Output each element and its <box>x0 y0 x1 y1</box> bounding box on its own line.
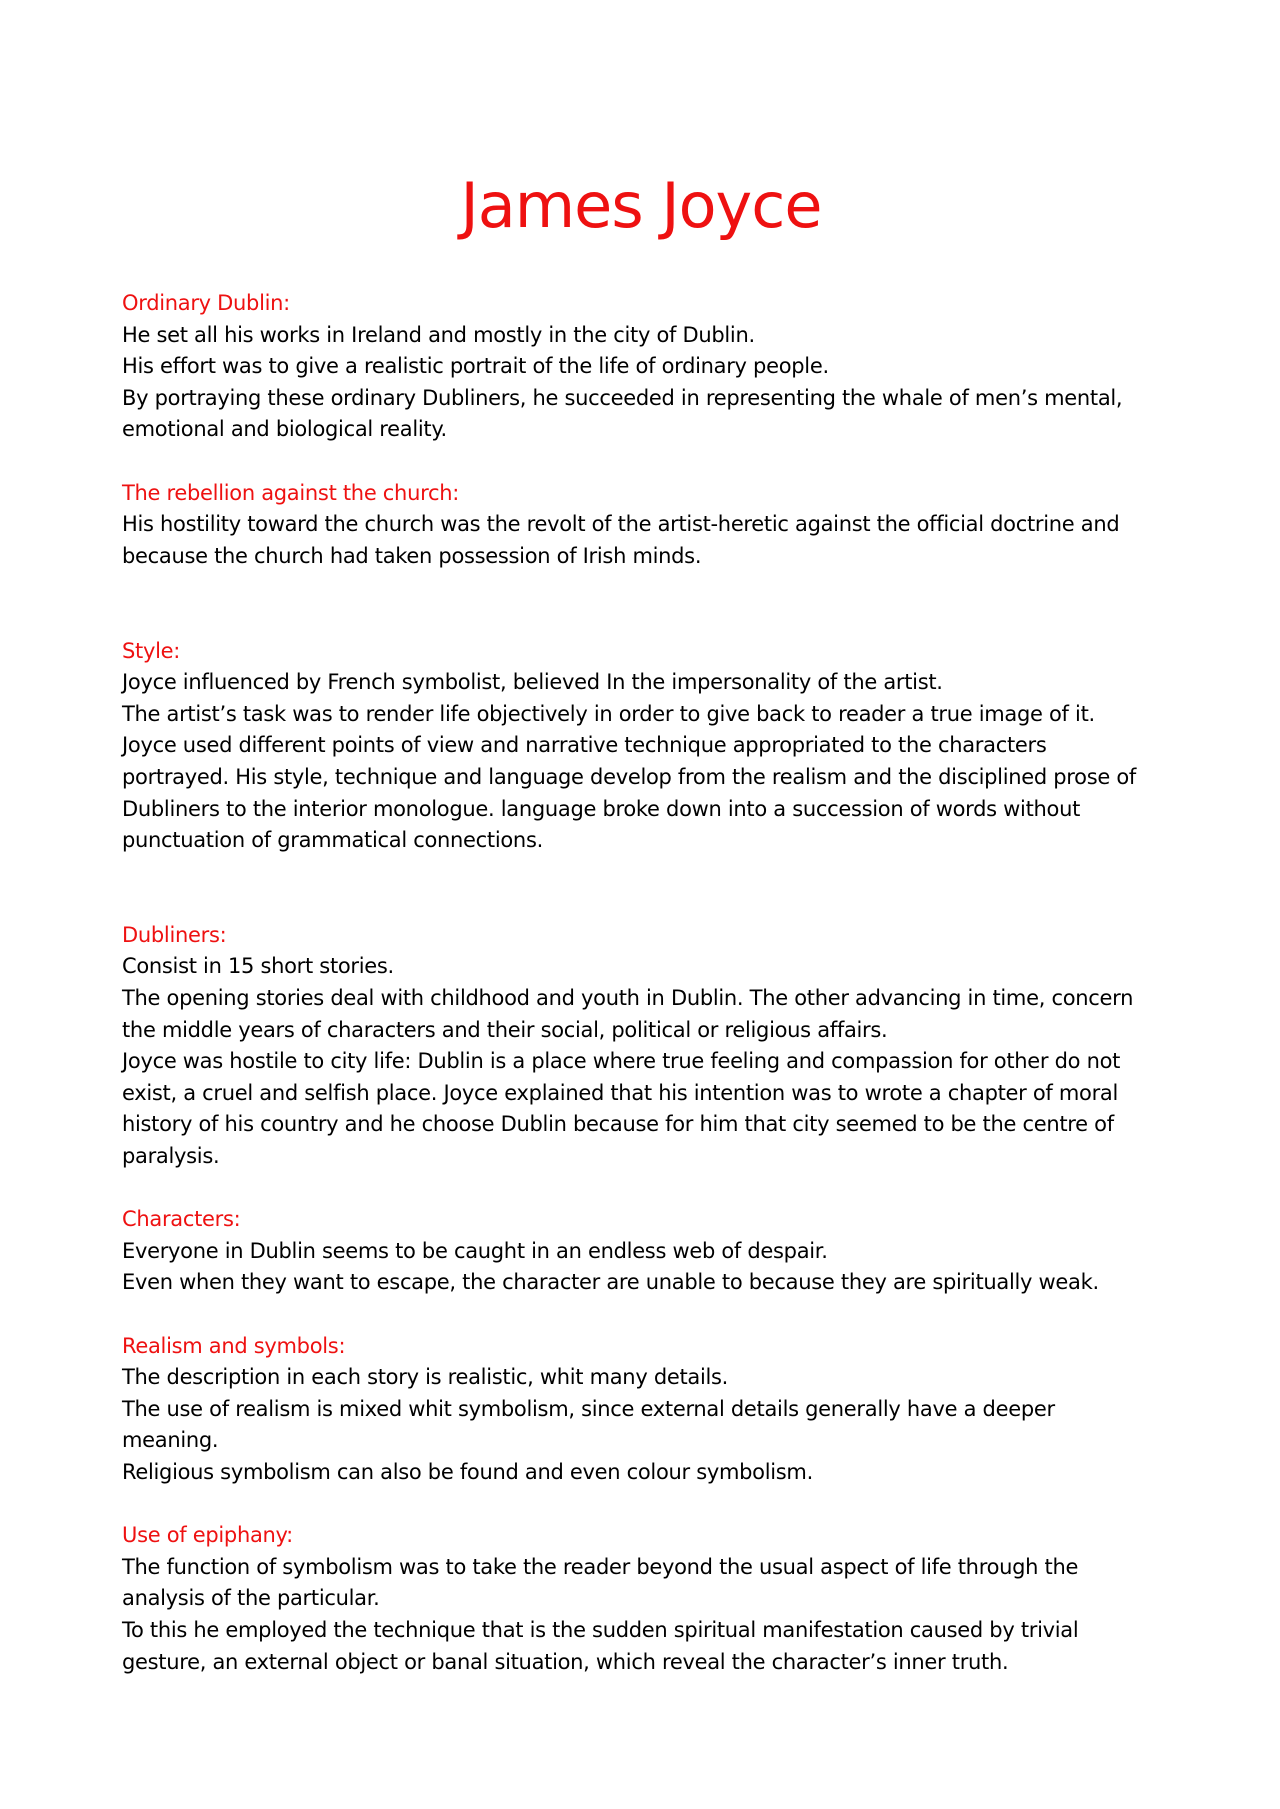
paragraph-line: meaning. <box>122 1428 219 1453</box>
paragraph-line: By portraying these ordinary Dubliners, he succeeded in representing the whale of men’s mental, <box>122 385 1123 410</box>
section-heading: Characters: <box>122 1207 241 1232</box>
paragraph-line: Dubliners to the interior monologue. language broke down into a succession of words without <box>122 796 1081 821</box>
paragraph-line: The artist’s task was to render life objectively in order to give back to reader a true image of it. <box>122 701 1095 726</box>
paragraph-line: gesture, an external object or banal situation, which reveal the character’s inner truth. <box>122 1649 1009 1674</box>
paragraph-line: Even when they want to escape, the character are unable to because they are spiritually weak. <box>122 1270 1099 1295</box>
paragraph-line: portrayed. His style, technique and language develop from the realism and the disciplined prose of <box>122 764 1136 789</box>
paragraph-line: Joyce influenced by French symbolist, believed In the impersonality of the artist. <box>122 670 943 695</box>
blank-line <box>122 1489 1160 1521</box>
paragraph-line: To this he employed the technique that is the sudden spiritual manifestation caused by trivial <box>122 1617 1079 1642</box>
paragraph-line: The description in each story is realistic, whit many details. <box>122 1365 729 1390</box>
paragraph-line: emotional and biological reality. <box>122 417 447 442</box>
paragraph-line: His hostility toward the church was the revolt of the artist-heretic against the official doctrine and <box>122 512 1120 537</box>
blank-lines <box>122 572 1160 635</box>
section-heading: Realism and symbols: <box>122 1333 346 1358</box>
section-dubliners <box>122 920 1160 1173</box>
section-heading: The rebellion against the church: <box>122 480 459 505</box>
paragraph-line: Joyce used different points of view and narrative technique appropriated to the characters <box>122 733 1047 758</box>
paragraph-line: the middle years of characters and their social, political or religious affairs. <box>122 1017 888 1042</box>
section-use-of-epiphany <box>122 1520 1160 1678</box>
paragraph-line: He set all his works in Ireland and mostly in the city of Dublin. <box>122 322 755 347</box>
paragraph-line: The use of realism is mixed whit symbolism, since external details generally have a deeper <box>122 1396 1055 1421</box>
paragraph-line: The function of symbolism was to take the reader beyond the usual aspect of life through the <box>122 1554 1079 1579</box>
paragraph-line: Joyce was hostile to city life: Dublin is a place where true feeling and compassion for other do not <box>122 1049 1121 1074</box>
blank-line <box>122 1299 1160 1331</box>
document-title: James Joyce <box>460 169 822 242</box>
section-heading: Dubliners: <box>122 922 227 947</box>
section-heading: Style: <box>122 638 181 663</box>
blank-line <box>122 446 1160 478</box>
section-characters <box>122 1204 1160 1299</box>
section-ordinary-dublin <box>122 288 1160 446</box>
section-rebellion-church <box>122 478 1160 573</box>
paragraph-line: Religious symbolism can also be found and even colour symbolism. <box>122 1459 813 1484</box>
paragraph-line: His effort was to give a realistic portrait of the life of ordinary people. <box>122 354 829 379</box>
section-heading: Ordinary Dublin: <box>122 291 290 315</box>
paragraph-line: analysis of the particular. <box>122 1586 380 1611</box>
section-heading: Use of epiphany: <box>122 1523 293 1548</box>
paragraph-line: The opening stories deal with childhood and youth in Dublin. The other advancing in time, concern <box>122 986 1134 1011</box>
paragraph-line: exist, a cruel and selfish place. Joyce explained that his intention was to wrote a chapter of moral <box>122 1080 1119 1105</box>
blank-line <box>122 1173 1160 1205</box>
section-realism-symbols <box>122 1331 1160 1489</box>
paragraph-line: Everyone in Dublin seems to be caught in an endless web of despair. <box>122 1238 828 1263</box>
paragraph-line: punctuation of grammatical connections. <box>122 828 543 853</box>
paragraph-line: Consist in 15 short stories. <box>122 954 394 979</box>
paragraph-line: because the church had taken possession of Irish minds. <box>122 543 702 568</box>
paragraph-line: history of his country and he choose Dublin because for him that city seemed to be the centre of <box>122 1112 1114 1137</box>
section-style <box>122 636 1160 857</box>
blank-lines <box>122 857 1160 920</box>
paragraph-line: paralysis. <box>122 1144 220 1169</box>
